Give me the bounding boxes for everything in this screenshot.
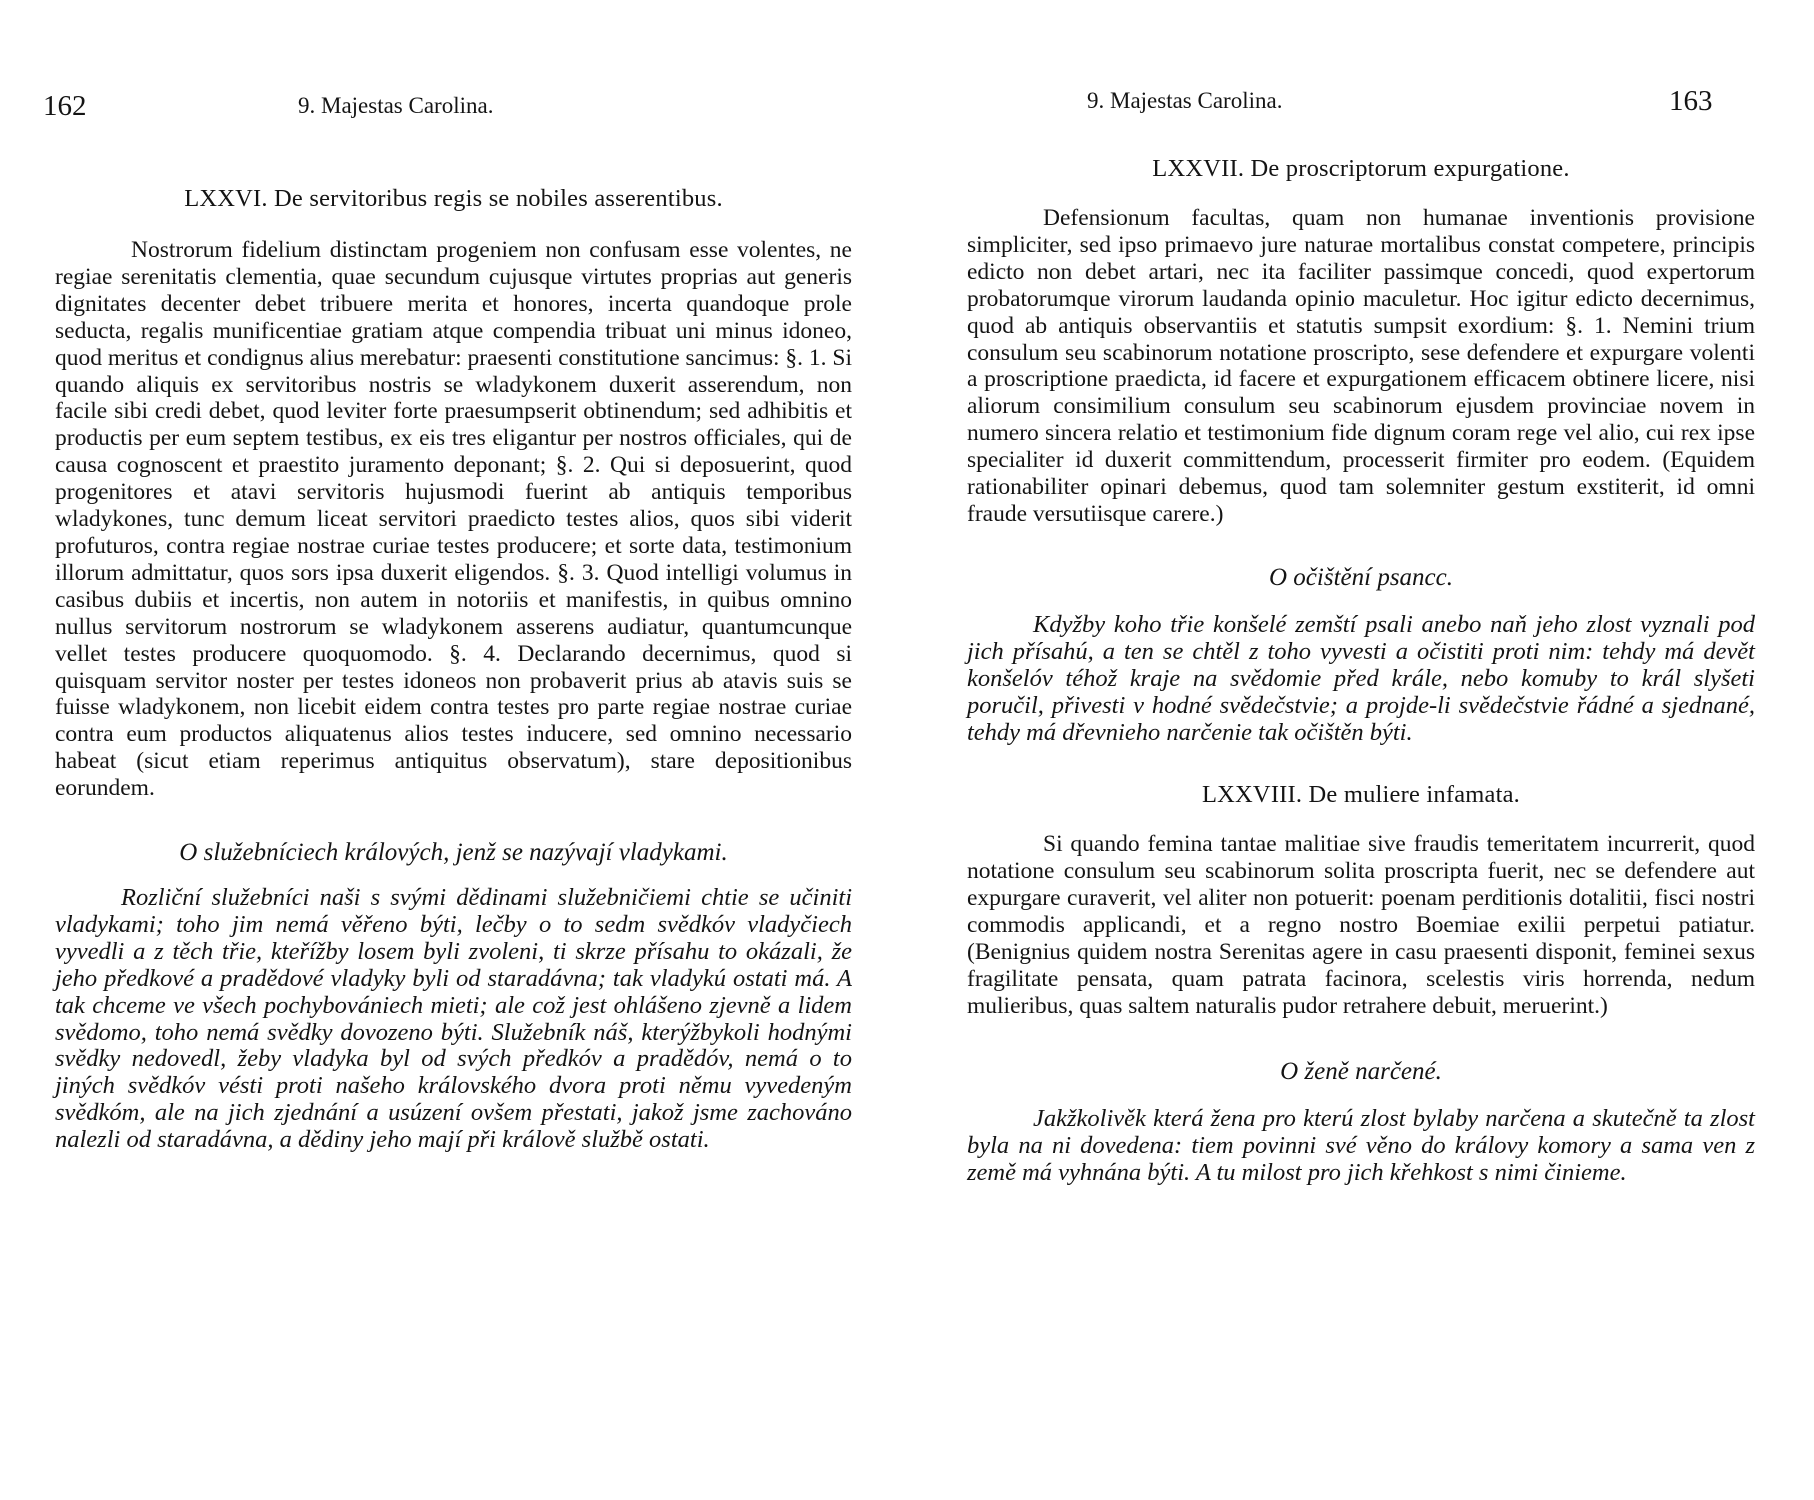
page-number: 163 [1669, 85, 1713, 117]
section-heading-lxxviii: LXXVIII. De muliere infamata. [1201, 781, 1521, 809]
section-heading-lxxvii: LXXVII. De proscriptorum expurgatione. [1152, 155, 1570, 182]
left-column [55, 183, 852, 1154]
czech-text-lxxvii: Kdyžby koho třie konšelé zemští psali anebo naň jeho zlost vyznali pod jich přísahú, a ten se chtěl z toho vyvesti a očistiti proti nim: tehdy má devět konšelóv téhož kraje na svědomie před krále, nebo komuby to král slyšeti poručil, přivesti v hodné svědečstvie; a projde-li svědečstvie řádné a sjednané, tehdy má dřevnieho narčenie tak očištěn býti. [967, 610, 1755, 746]
running-title: 9. Majestas Carolina. [1087, 88, 1283, 113]
section-heading-lxxvi: LXXVI. De servitoribus regis se nobiles asserentibus. [184, 185, 723, 212]
czech-heading-lxxviii: O ženě narčené. [1280, 1057, 1442, 1085]
page-number: 162 [43, 90, 87, 122]
right-page [907, 0, 1814, 1500]
czech-heading-lxxvii: O očištění psancc. [1269, 563, 1453, 591]
latin-text-lxxvii: Defensionum facultas, quam non humanae inventionis provisione simpliciter, sed ipso primaevo jure naturae mortalibus constat competere, principis edicto non debet artari, nec ita faciliter passimque concedi, quod expertorum probatorumque virorum laudanda opinio maculetur. Hoc igitur edicto decernimus, quod ab antiquis observantiis et statutis sumpsit exordium: §. 1. Nemini trium consulum seu scabinorum notatione proscripto, sese defendere et expurgare volenti a proscriptione praedicta, id facere et expurgationem efficacem obtinere licere, nisi aliorum consimilium consulum seu scabinorum ejusdem provinciae novem in numero sincera relatio et testimonium fide dignum coram rege vel alio, cui rex ipse specialiter id duxerit committendum, processerit firmiter pro eodem. (Equidem rationabiliter opinari debemus, quod tam solemniter gestum exstiterit, id omni fraude versutiisque carere.) [967, 205, 1755, 527]
czech-heading-lxxvi: O služebníciech králových, jenž se nazývají vladykami. [179, 839, 728, 867]
latin-text-lxxviii: Si quando femina tantae malitiae sive fraudis temeritatem incurrerit, quod notatione consulum seu scabinorum solita proscripta fuerit, nec se defendere aut expurgare curaverit, vel aliter non potuerit: poenam perditionis dotalitii, fisci nostri commodis applicandi, et a regno nostro Boemiae exilii perpetui patiatur. (Benignius quidem nostra Serenitas agere in casu praesenti disponit, feminei sexus fragilitate pensata, quam patrata facinora, scelestis viris horrenda, nedum mulieribus, quas saltem naturalis pudor retrahere debuit, meruerint.) [967, 831, 1755, 1019]
latin-text-lxxvi: Nostrorum fidelium distinctam progeniem non confusam esse volentes, ne regiae serenitatis clementia, quae secundum cujusque virtutes proprias aut generis dignitates decenter debet tribuere merita et honores, incerta quandoque prole seducta, regalis munificentiae gratiam atque compendia tribuat uni minus idoneo, quod meritus et condignus alius merebatur: praesenti constitutione sancimus: §. 1. Si quando aliquis ex servitoribus nostris se wladykonem duxerit asserendum, non facile sibi credi debet, quod leviter forte praesumpserit obtinendum; sed adhibitis et productis per eum septem testibus, ex eis tres eligantur per nostros officiales, qui de causa cognoscent et praestito juramento deponant; §. 2. Qui si deposuerint, quod progenitores et atavi servitoris hujusmodi fuerint ab antiquis temporibus wladykones, tunc demum liceat servitori praedicto testes alios, quos sibi viderit profuturos, contra regiae nostrae curiae testes producere; et sorte data, testimonium illorum admittatur, quos sors ipsa duxerit eligendos. §. 3. Quod intelligi volumus in casibus dubiis et incertis, non autem in notoriis et manifestis, in quibus omnino nullus servitorum nostrorum se wladykonem asserens audiatur, quantumcunque vellet testes producere quoquomodo. §. 4. Declarando decernimus, quod si quisquam servitor noster per testes idoneos non probaverit prius ab atavis suis se fuisse wladykonem, non licebit eidem contra testes pro parte regiae nostrae curiae contra eum productos aliquatenus alios testes inducere, sed omnino necessario habeat (sicut etiam reperimus antiquitus observatum), stare depositionibus eorundem. [55, 237, 852, 802]
running-title: 9. Majestas Carolina. [298, 93, 494, 118]
right-column [967, 153, 1755, 1186]
czech-text-lxxvi: Rozliční služebníci naši s svými dědinami služebničiemi chtie se učiniti vladykami; toho jim nemá věřeno býti, lečby o to sedm svědkóv vladyčiech vyvedli a z těch třie, kteřížby losem byli zvoleni, ti skrze přísahu to okázali, že jeho předkové a pradědové vladyky byli od staradávna; tak vladykú ostati má. A tak chceme ve všech pochybovániech mieti; ale což jest ohlášeno zjevně a lidem svědomo, toho nemá svědky dovozeno býti. Služebník náš, kterýžbykoli hodnými svědky nedovedl, žeby vladyka byl od svých předkóv a pradědóv, nemá o to jiných svědkóv vésti proti našeho královského dvora proti němu vyvedeným svědkóm, ale na jich zjednání a usúzení ovšem přestati, jakož jsme zachováno nalezli od staradávna, a dědiny jeho mají při králově službě ostati. [55, 884, 852, 1154]
czech-text-lxxviii: Jakžkolivěk která žena pro kterú zlost bylaby narčena a skutečně ta zlost byla na ni dovedena: tiem povinni své věno do královy komory a sama ven z země má vyhnána býti. A tu milost pro jich křehkost s nimi činieme. [967, 1104, 1755, 1186]
